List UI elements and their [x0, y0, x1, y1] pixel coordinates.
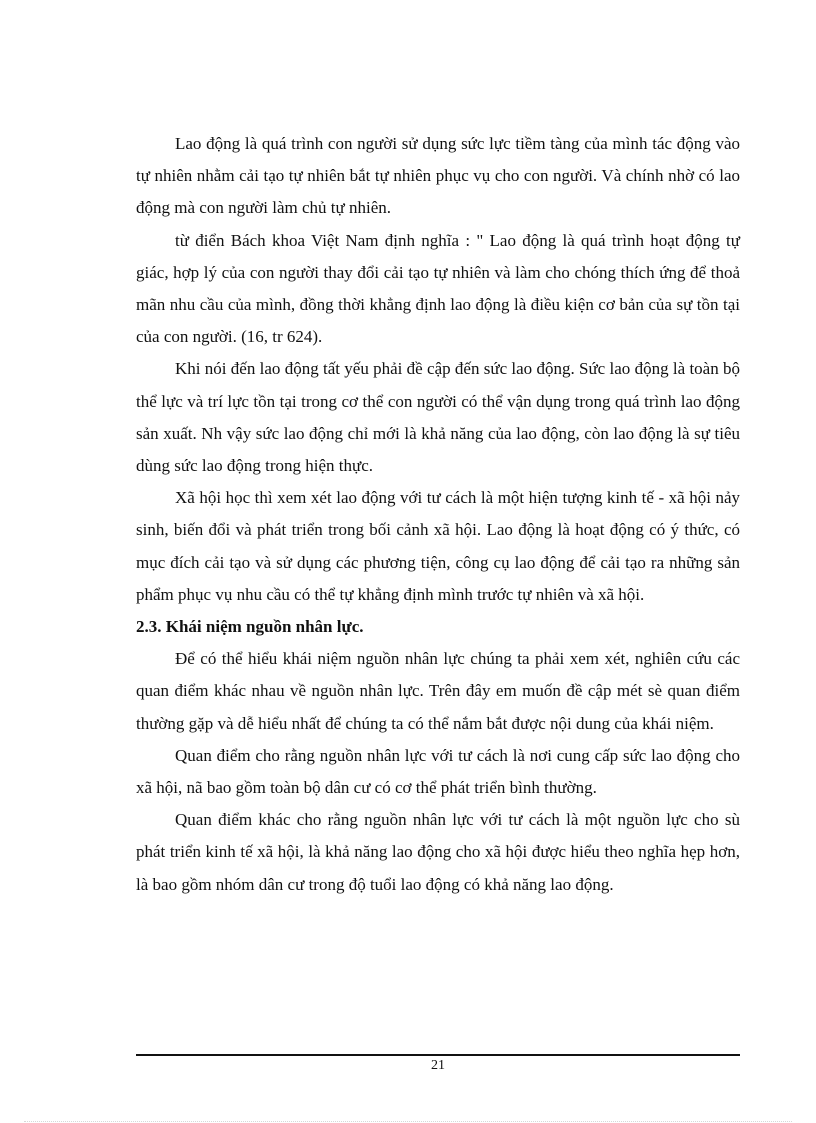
page-number: 21 [431, 1058, 445, 1073]
footer-divider [136, 1054, 740, 1056]
paragraph-hr-view-1: Quan điểm cho rằng nguồn nhân lực với tư cách là nơi cung cấp sức lao động cho xã hội, nã bao gồm toàn bộ dân cư có cơ thể phát triển bình thường. [136, 745, 740, 798]
paragraph-labor-definition: Lao động là quá trình con người sử dụng sức lực tiềm tàng của mình tác động vào tự nhiên nhằm cải tạo tự nhiên bắt tự nhiên phục vụ cho con người. Và chính nhờ có lao động mà con người làm chủ tự nhiên. [136, 134, 740, 218]
page-edge-divider [24, 1121, 792, 1122]
document-body [136, 128, 740, 901]
paragraph-encyclopedia-definition: từ điển Bách khoa Việt Nam định nghĩa : " Lao động là quá trình hoạt động tự giác, hợp lý của con người thay đổi cải tạo tự nhiên và làm cho chóng thích ứng để thoả mãn nhu cầu của mình, đồng thời khẳng định lao động là điều kiện cơ bản của sự tồn tại của con người. (16, tr 624). [136, 230, 740, 347]
paragraph-labor-power: Khi nói đến lao động tất yếu phải đề cập đến sức lao động. Sức lao động là toàn bộ thể lực và trí lực tồn tại trong cơ thể con người có thể vận dụng trong quá trình lao động sản xuất. Nh vậy sức lao động chỉ mới là khả năng của lao động, còn lao động là sự tiêu dùng sức lao động trong hiện thực. [136, 359, 740, 476]
section-heading: 2.3. Khái niệm nguồn nhân lực. [136, 617, 364, 637]
paragraph-sociology-view: Xã hội học thì xem xét lao động với tư cách là một hiện tượng kinh tế - xã hội nảy sinh, biến đổi và phát triển trong bối cảnh xã hội. Lao động là hoạt động có ý thức, có mục đích cải tạo và sử dụng các phương tiện, công cụ lao động để cải tạo ra những sản phẩm phục vụ nhu cầu có thể tự khẳng định mình trước tự nhiên và xã hội. [136, 488, 740, 604]
paragraph-hr-view-2: Quan điểm khác cho rằng nguồn nhân lực với tư cách là một nguồn lực cho sù phát triển kinh tế xã hội, là khả năng lao động cho xã hội được hiểu theo nghĩa hẹp hơn, là bao gồm nhóm dân cư trong độ tuổi lao động có khả năng lao động. [136, 810, 740, 894]
paragraph-hr-intro: Để có thể hiểu khái niệm nguồn nhân lực chúng ta phải xem xét, nghiên cứu các quan điểm khác nhau về nguồn nhân lực. Trên đây em muốn đề cập mét sè quan điểm thường gặp và dễ hiểu nhất để chúng ta có thể nắm bắt được nội dung của khái niệm. [136, 649, 740, 733]
